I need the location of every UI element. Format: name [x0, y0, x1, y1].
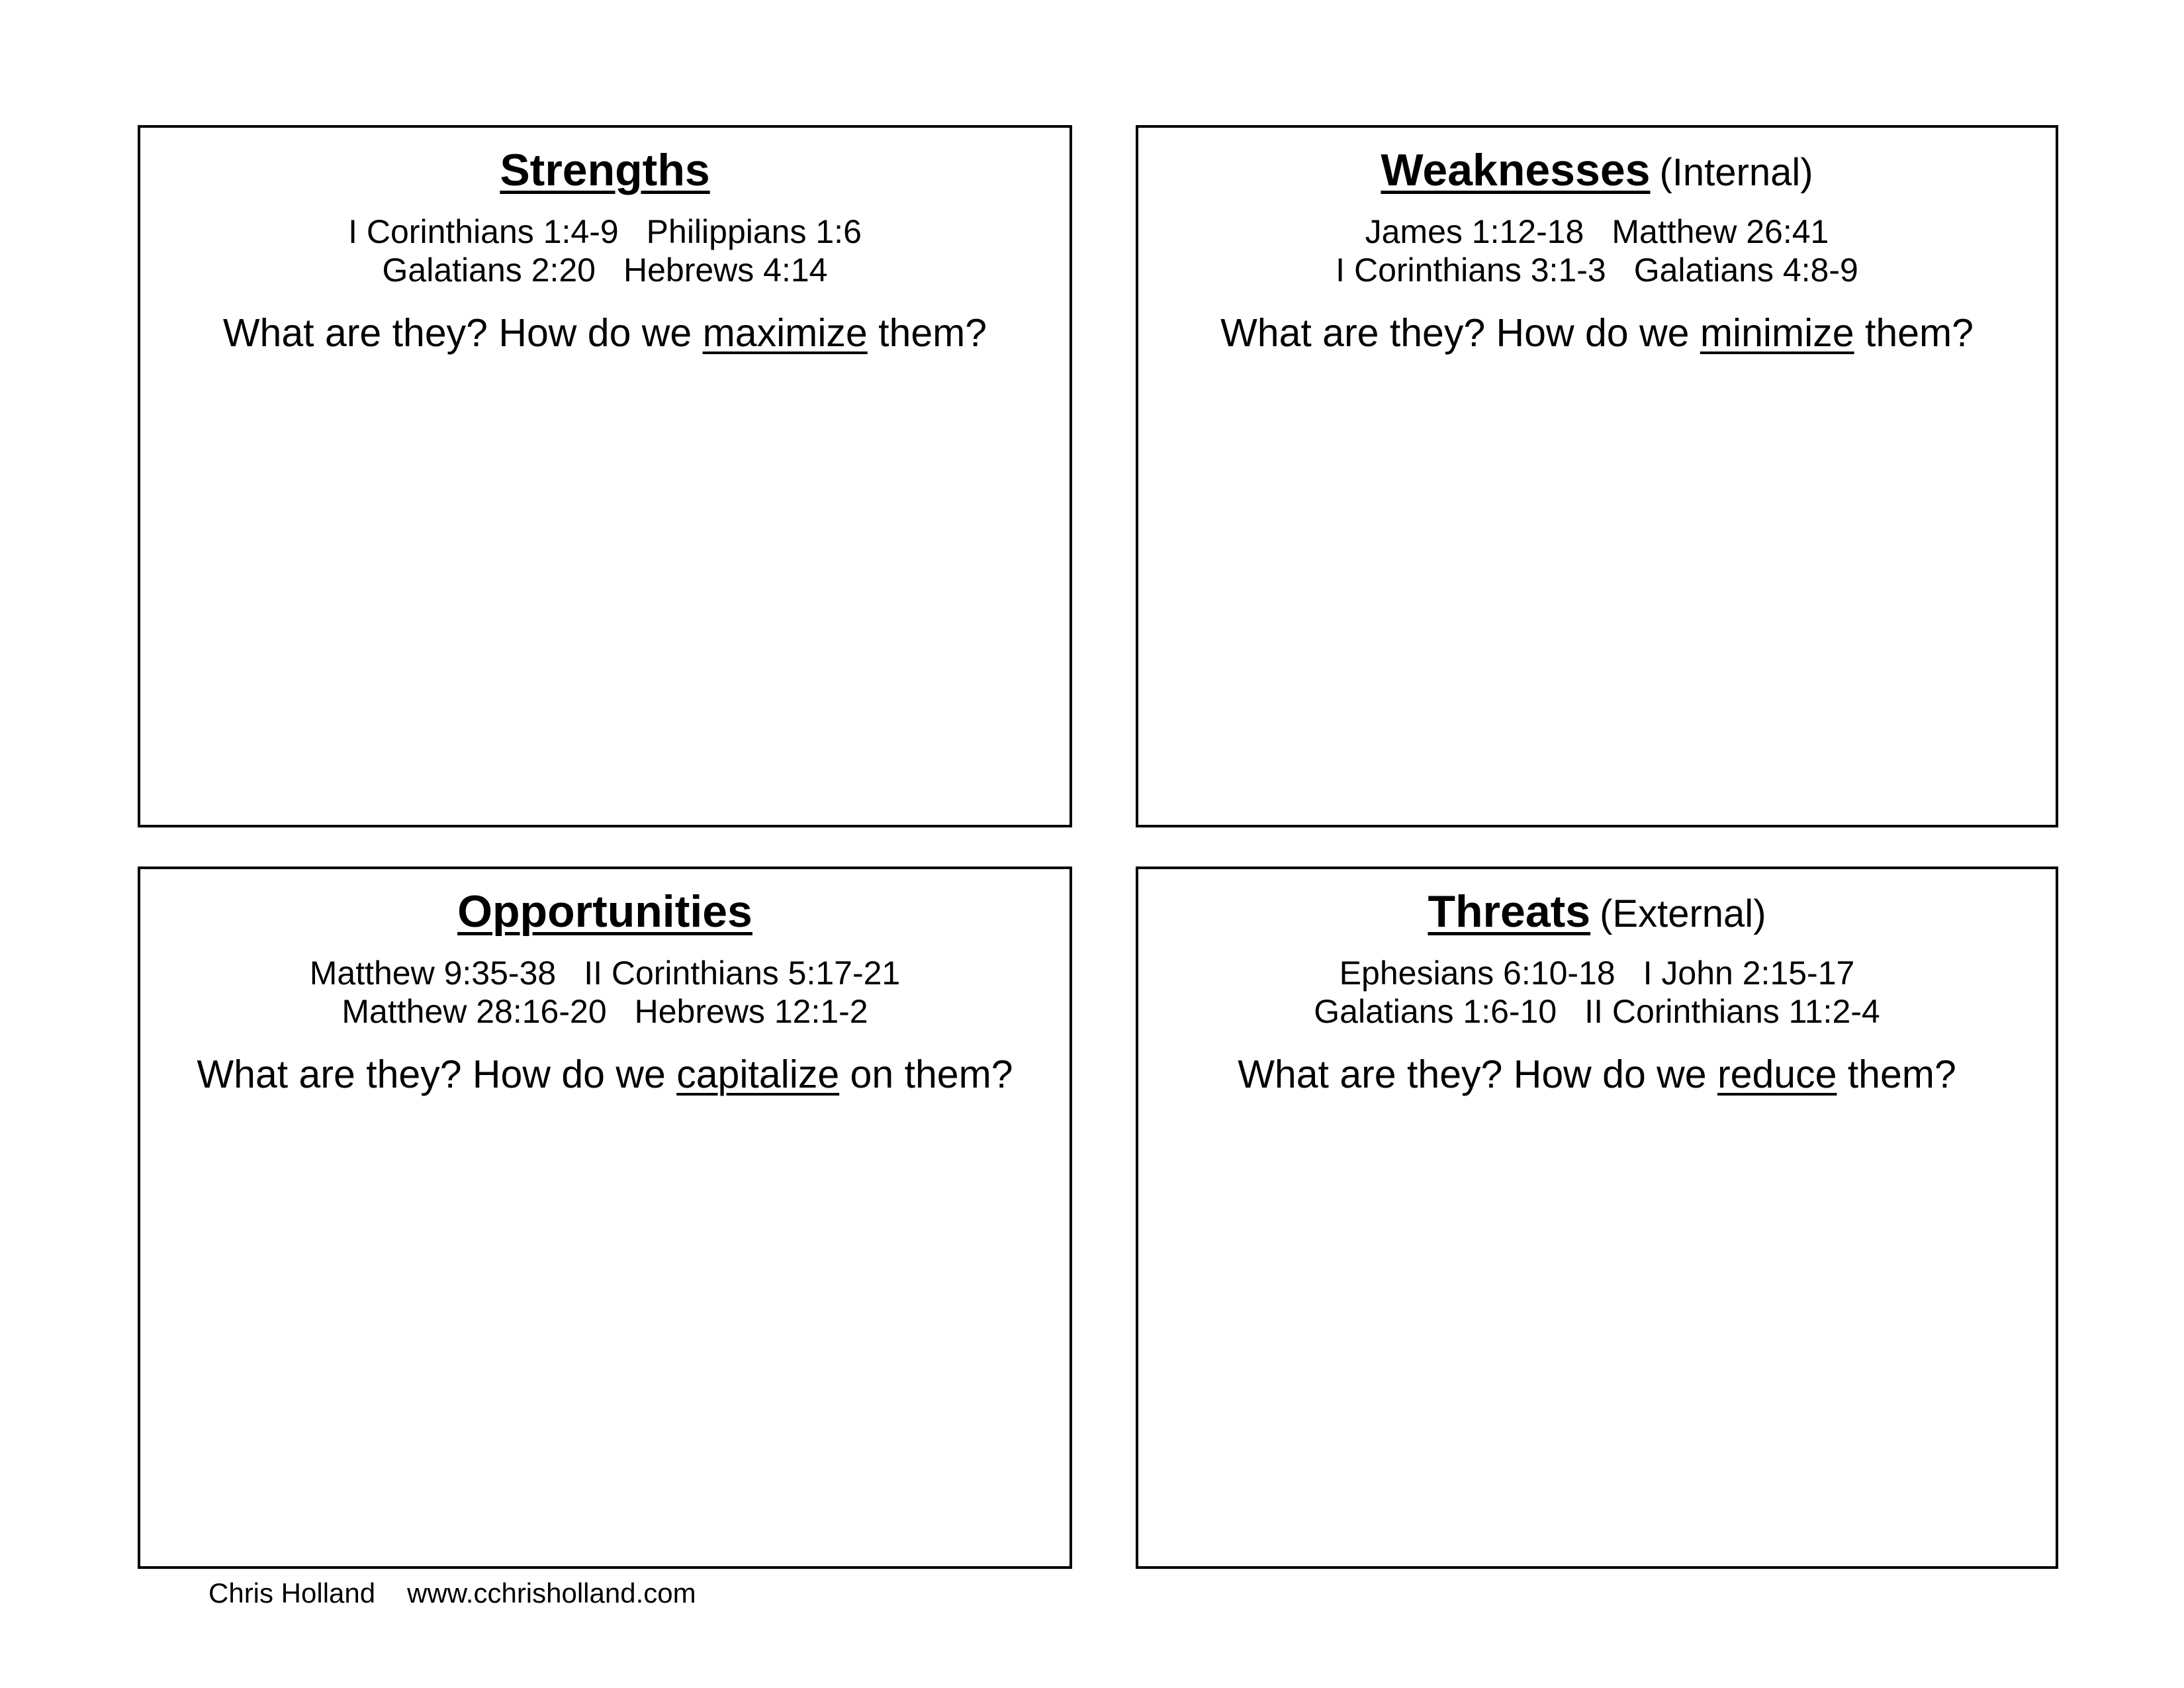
- threats-refs-row-2: [1138, 992, 2056, 1031]
- threats-question: [1138, 1051, 2056, 1098]
- scripture-ref: Ephesians 6:10-18: [1339, 955, 1615, 992]
- weaknesses-box: [1136, 125, 2058, 827]
- footer: [208, 1577, 696, 1610]
- question-text: What are they? How do we: [197, 1053, 677, 1096]
- question-keyword: minimize: [1700, 311, 1854, 355]
- scripture-ref: Galatians 1:6-10: [1314, 993, 1557, 1030]
- scripture-ref: James 1:12-18: [1365, 213, 1584, 250]
- strengths-refs-row-1: [140, 212, 1069, 251]
- strengths-heading: [140, 137, 1069, 203]
- footer-author: Chris Holland: [208, 1577, 376, 1609]
- scripture-ref: Galatians 4:8-9: [1633, 252, 1858, 289]
- scripture-ref: II Corinthians 5:17-21: [584, 955, 901, 992]
- opportunities-refs-row-2: [140, 992, 1069, 1031]
- strengths-box: [138, 125, 1072, 827]
- scripture-ref: Galatians 2:20: [382, 252, 596, 289]
- scripture-ref: I Corinthians 3:1-3: [1336, 252, 1606, 289]
- scripture-ref: I John 2:15-17: [1643, 955, 1855, 992]
- question-keyword: reduce: [1717, 1053, 1837, 1096]
- footer-website: www.cchrisholland.com: [407, 1577, 696, 1609]
- scripture-ref: Hebrews 12:1-2: [634, 993, 868, 1030]
- scripture-ref: II Corinthians 11:2-4: [1584, 993, 1880, 1030]
- opportunities-scripture-refs: [140, 954, 1069, 1031]
- scripture-ref: Matthew 9:35-38: [309, 955, 557, 992]
- threats-heading: [1138, 878, 2056, 945]
- opportunities-title: Opportunities: [457, 886, 752, 937]
- opportunities-refs-row-1: [140, 954, 1069, 992]
- question-text-end: them?: [867, 311, 987, 355]
- question-text: What are they? How do we: [1220, 311, 1700, 355]
- threats-scripture-refs: [1138, 954, 2056, 1031]
- weaknesses-refs-row-2: [1138, 251, 2056, 289]
- threats-refs-row-1: [1138, 954, 2056, 992]
- weaknesses-qualifier: (Internal): [1659, 151, 1813, 194]
- question-text-end: on them?: [839, 1053, 1013, 1096]
- question-text-end: them?: [1837, 1053, 1956, 1096]
- opportunities-box: [138, 867, 1072, 1569]
- weaknesses-question: [1138, 309, 2056, 357]
- opportunities-question: [140, 1051, 1069, 1098]
- scripture-ref: Philippians 1:6: [646, 213, 862, 250]
- question-keyword: maximize: [702, 311, 868, 355]
- threats-title: Threats: [1428, 886, 1591, 937]
- scripture-ref: I Corinthians 1:4-9: [348, 213, 619, 250]
- scripture-ref: Hebrews 4:14: [623, 252, 828, 289]
- question-keyword: capitalize: [676, 1053, 840, 1096]
- weaknesses-title: Weaknesses: [1381, 145, 1651, 195]
- strengths-refs-row-2: [140, 251, 1069, 289]
- weaknesses-heading: [1138, 137, 2056, 203]
- strengths-scripture-refs: [140, 212, 1069, 289]
- scripture-ref: Matthew 28:16-20: [341, 993, 607, 1030]
- threats-box: [1136, 867, 2058, 1569]
- opportunities-heading: [140, 878, 1069, 945]
- question-text-end: them?: [1854, 311, 1974, 355]
- strengths-question: [140, 309, 1069, 357]
- weaknesses-scripture-refs: [1138, 212, 2056, 289]
- scripture-ref: Matthew 26:41: [1612, 213, 1829, 250]
- question-text: What are they? How do we: [1238, 1053, 1717, 1096]
- question-text: What are they? How do we: [222, 311, 703, 355]
- threats-qualifier: (External): [1600, 892, 1766, 935]
- weaknesses-refs-row-1: [1138, 212, 2056, 251]
- strengths-title: Strengths: [500, 145, 710, 195]
